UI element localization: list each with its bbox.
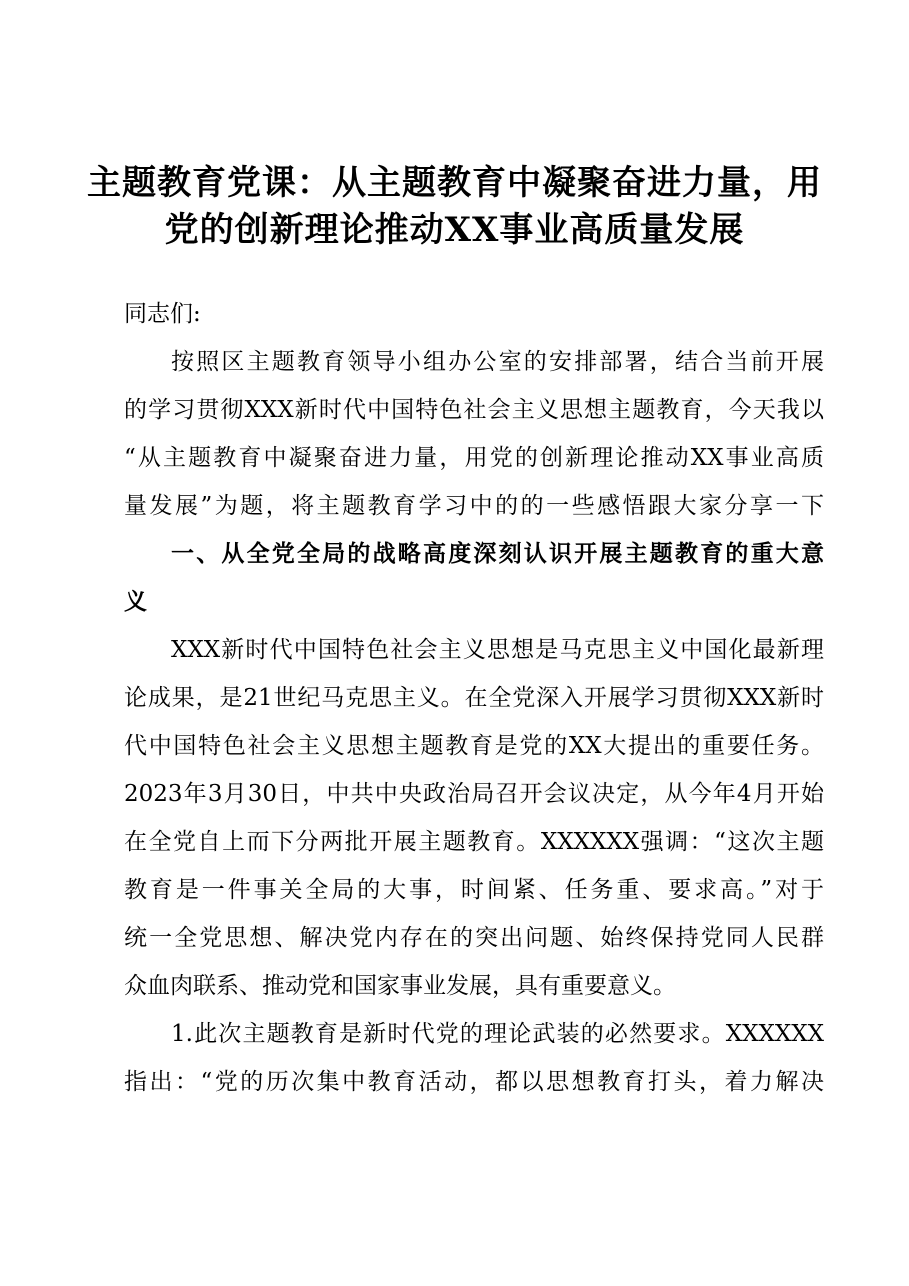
paragraph-1-line-2: 的学习贯彻XXX新时代中国特色社会主义思想主题教育，今天我以: [124, 397, 824, 423]
paragraph-2-line-2: 论成果，是21世纪马克思主义。在全党深入开展学习贯彻XXX新时: [124, 685, 824, 711]
paragraph-1-line-4: 量发展”为题，将主题教育学习中的的一些感悟跟大家分享一下: [124, 493, 824, 519]
section-heading-1-line-1: 一、从全党全局的战略高度深刻认识开展主题教育的重大意: [171, 540, 824, 567]
paragraph-3-line-1: 1.此次主题教育是新时代党的理论武装的必然要求。XXXXXX: [171, 1021, 824, 1047]
paragraph-2-line-8: 众血肉联系、推动党和国家事业发展，具有重要意义。: [124, 973, 676, 999]
paragraph-2-line-5: 在全党自上而下分两批开展主题教育。XXXXXX强调：“这次主题: [124, 829, 824, 855]
salutation: 同志们:: [124, 301, 201, 327]
section-heading-1-line-2: 义: [124, 588, 147, 615]
document-title-line-1: 主题教育党课：从主题教育中凝聚奋进力量，用: [87, 163, 822, 203]
paragraph-2-line-3: 代中国特色社会主义思想主题教育是党的XX大提出的重要任务。: [124, 733, 824, 759]
paragraph-2-line-7: 统一全党思想、解决党内存在的突出问题、始终保持党同人民群: [124, 925, 824, 951]
paragraph-1-line-1: 按照区主题教育领导小组办公室的安排部署，结合当前开展: [171, 349, 824, 375]
document-title-line-2: 党的创新理论推动XX事业高质量发展: [164, 210, 745, 250]
paragraph-2-line-1: XXX新时代中国特色社会主义思想是马克思主义中国化最新理: [171, 637, 824, 663]
paragraph-2-line-6: 教育是一件事关全局的大事，时间紧、任务重、要求高。”对于: [124, 877, 824, 903]
paragraph-3-line-2: 指出：“党的历次集中教育活动，都以思想教育打头，着力解决: [124, 1069, 824, 1095]
paragraph-2-line-4: 2023年3月30日，中共中央政治局召开会议决定，从今年4月开始: [124, 781, 824, 807]
paragraph-1-line-3: “从主题教育中凝聚奋进力量，用党的创新理论推动XX事业高质: [124, 445, 824, 471]
